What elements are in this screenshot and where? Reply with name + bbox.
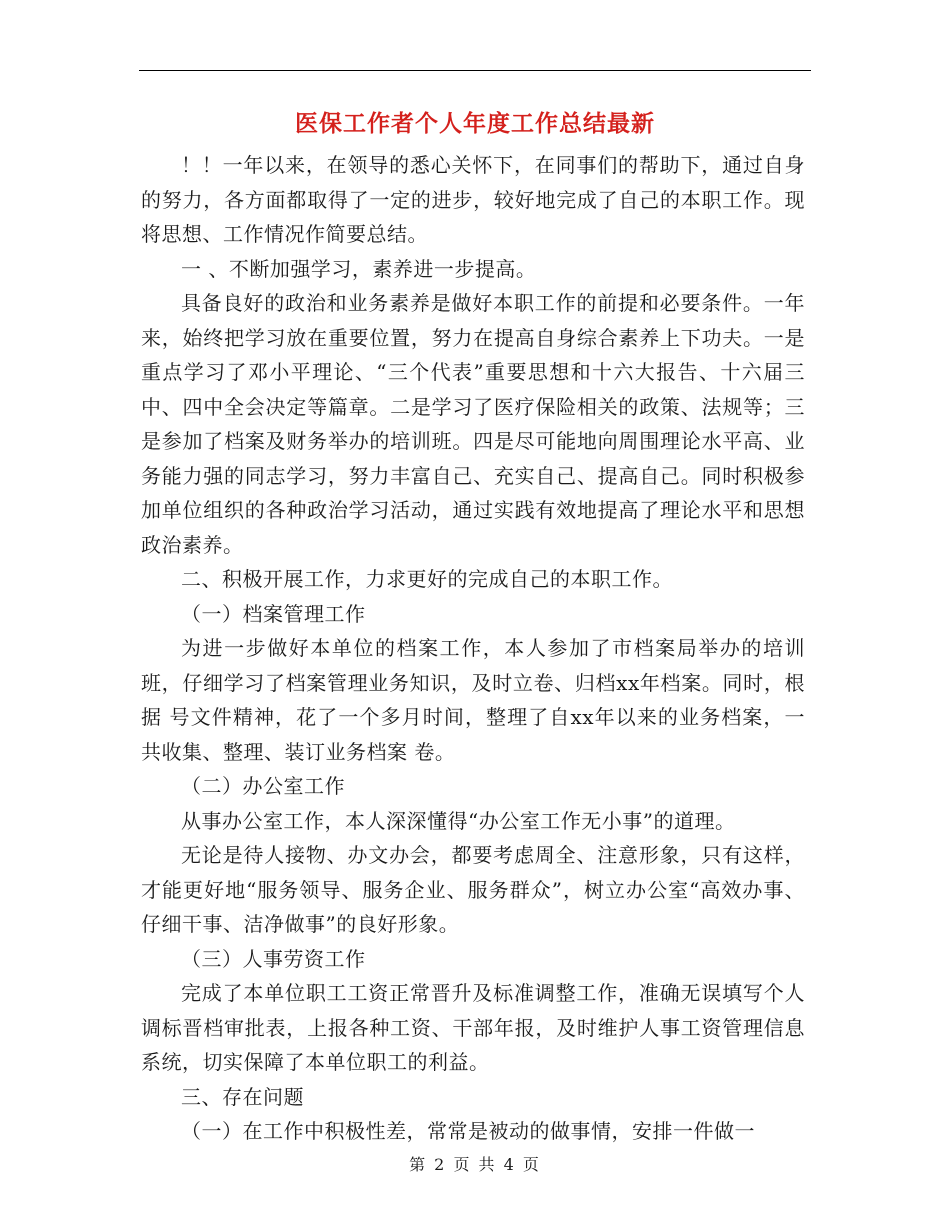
subheading-office: （二）办公室工作 xyxy=(181,774,345,798)
section-heading-1: 一 、不断加强学习，素养进一步提高。 xyxy=(181,256,537,281)
paragraph-intro: ！！一年以来，在领导的悉心关怀下，在同事们的帮助下，通过自身的努力，各方面都取得了一定的进步，较好地完成了自己的本职工作。现将思想、工作情况作简要总结。 xyxy=(141,153,805,246)
section-heading-2: 二、积极开展工作，力求更好的完成自己的本职工作。 xyxy=(181,567,673,591)
section-heading-3: 三、存在问题 xyxy=(181,1084,304,1109)
paragraph-archives: 为进一步做好本单位的档案工作，本人参加了市档案局举办的培训班，仔细学习了档案管理业务知识，及时立卷、归档xx年档案。同时，根据 号文件精神，花了一个多月时间，整理了自xx年以来的业务档案，一共收集、整理、装订业务档案 卷。 xyxy=(141,636,805,764)
subheading-archives: （一）档案管理工作 xyxy=(181,601,366,626)
document-title: 医保工作者个人年度工作总结最新 xyxy=(295,110,655,137)
paragraph-issues: （一）在工作中积极性差，常常是被动的做事情，安排一件做一 xyxy=(181,1119,755,1143)
subheading-personnel: （三）人事劳资工作 xyxy=(181,946,366,971)
header-rule xyxy=(139,70,811,71)
paragraph-personnel: 完成了本单位职工工资正常晋升及标准调整工作，准确无误填写个人调标晋档审批表，上报各种工资、干部年报，及时维护人事工资管理信息系统，切实保障了本单位职工的利益。 xyxy=(141,981,805,1074)
page-number: 第 2 页 共 4 页 xyxy=(409,1155,541,1174)
document-body xyxy=(141,148,805,1149)
paragraph-office-2: 无论是待人接物、办文办会，都要考虑周全、注意形象，只有这样，才能更好地“服务领导、服务企业、服务群众”，树立办公室“高效办事、仔细干事、洁净做事”的良好形象。 xyxy=(141,843,805,936)
paragraph-office-1: 从事办公室工作，本人深深懂得“办公室工作无小事”的道理。 xyxy=(181,808,736,833)
paragraph-study: 具备良好的政治和业务素养是做好本职工作的前提和必要条件。一年来，始终把学习放在重要位置，努力在提高自身综合素养上下功夫。一是重点学习了邓小平理论、“三个代表”重要思想和十六大报告、十六届三中、四中全会决定等篇章。二是学习了医疗保险相关的政策、法规等；三是参加了档案及财务举办的培训班。四是尽可能地向周围理论水平高、业务能力强的同志学习，努力丰富自己、充实自己、提高自己。同时积极参加单位组织的各种政治学习活动，通过实践有效地提高了理论水平和思想政治素养。 xyxy=(141,291,805,557)
